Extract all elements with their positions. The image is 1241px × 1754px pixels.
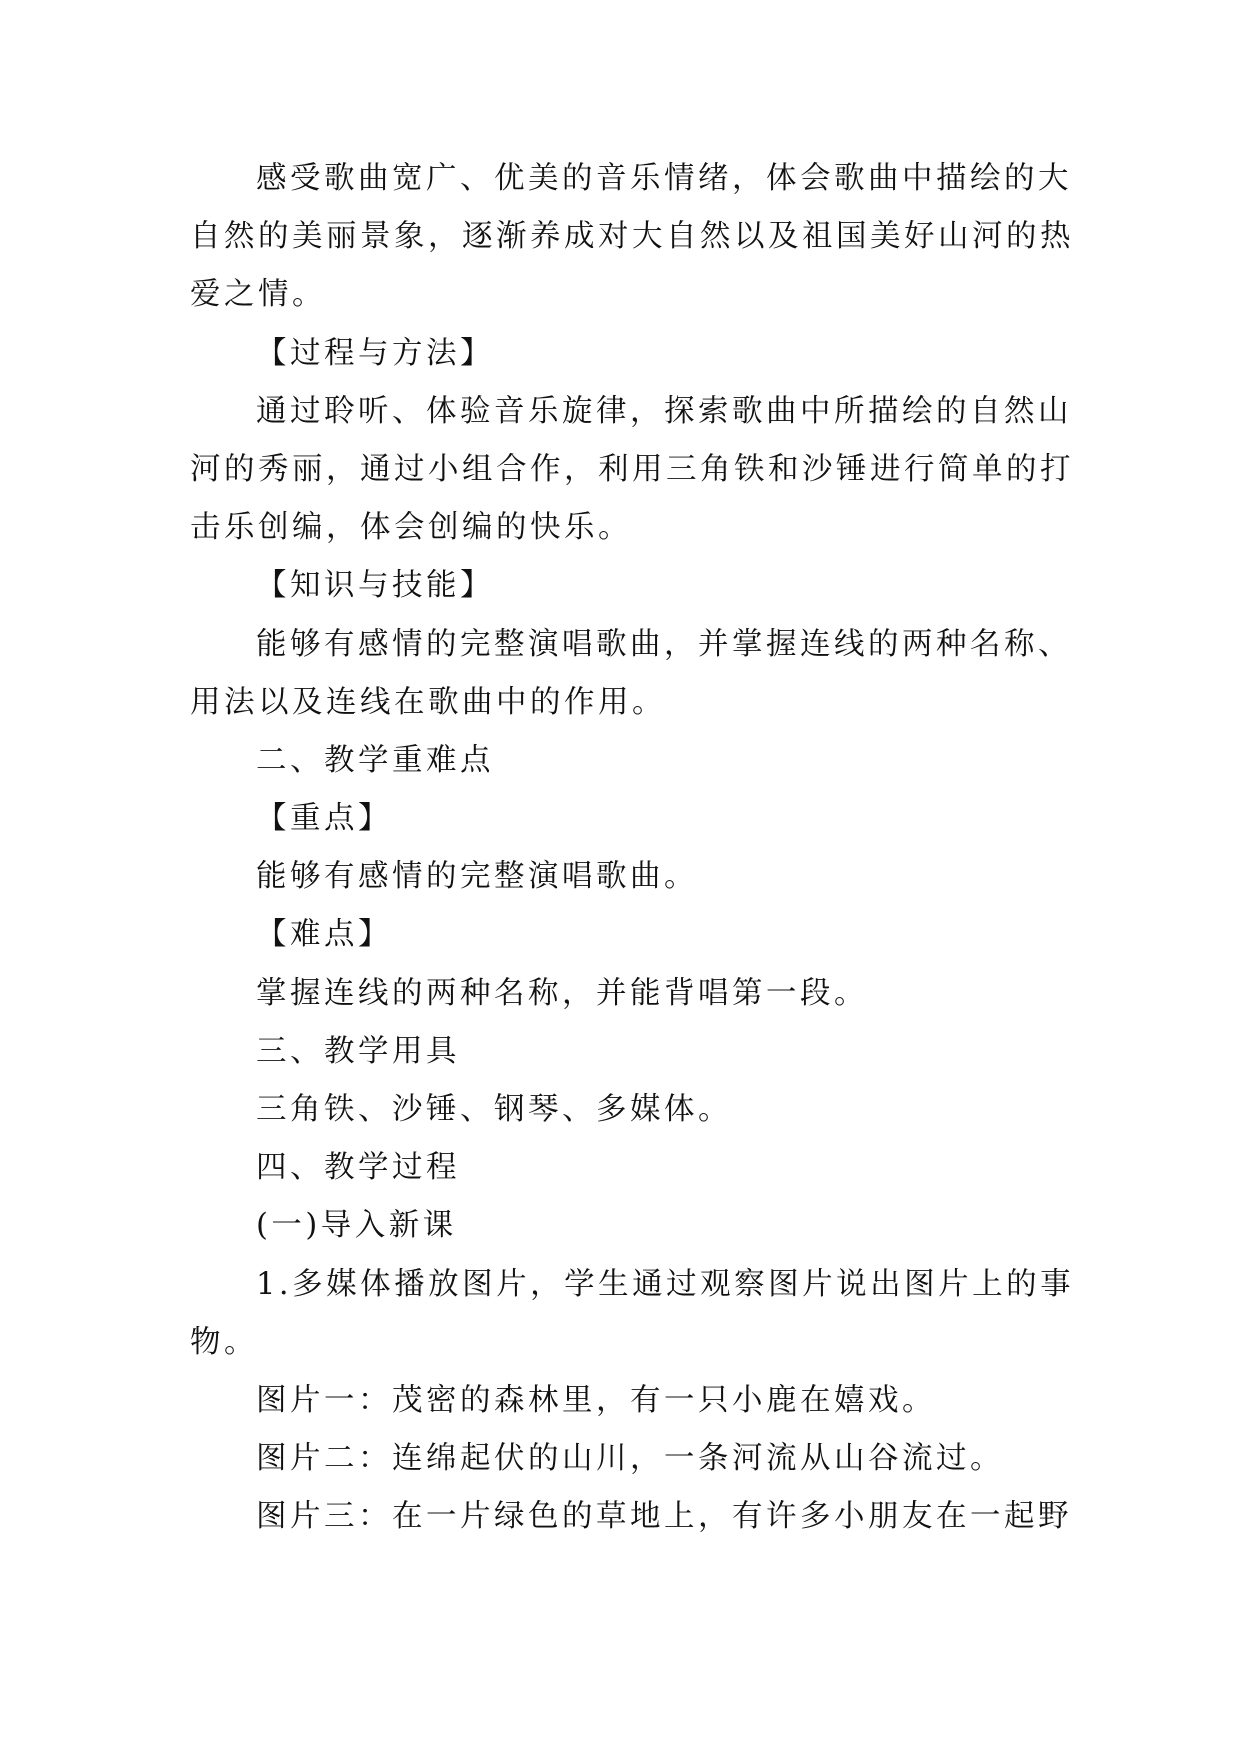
paragraph-line: 图片一：茂密的森林里，有一只小鹿在嬉戏。 — [256, 1382, 936, 1418]
paragraph-line: 能够有感情的完整演唱歌曲，并掌握连线的两种名称、 — [256, 626, 1072, 662]
section-heading: 三、教学用具 — [256, 1033, 460, 1069]
section-heading: 四、教学过程 — [256, 1150, 460, 1186]
paragraph-line: 掌握连线的两种名称，并能背唱第一段。 — [256, 975, 868, 1011]
section-heading: 【重点】 — [256, 801, 392, 837]
document-body — [190, 150, 1075, 1547]
paragraph-line: 爱之情。 — [190, 277, 326, 313]
paragraph-line: 自然的美丽景象，逐渐养成对大自然以及祖国美好山河的热 — [190, 219, 1074, 255]
section-heading: 【过程与方法】 — [256, 335, 494, 371]
paragraph-line: 用法以及连线在歌曲中的作用。 — [190, 684, 666, 720]
paragraph-line: 感受歌曲宽广、优美的音乐情绪，体会歌曲中描绘的大 — [256, 161, 1072, 196]
section-heading: 二、教学重难点 — [256, 742, 494, 778]
paragraph-line: 河的秀丽，通过小组合作，利用三角铁和沙锤进行简单的打 — [190, 451, 1074, 487]
paragraph-line: 击乐创编，体会创编的快乐。 — [190, 510, 632, 546]
paragraph-line: 图片二：连绵起伏的山川，一条河流从山谷流过。 — [256, 1441, 1004, 1477]
paragraph-line: 物。 — [190, 1324, 258, 1360]
paragraph-line: 三角铁、沙锤、钢琴、多媒体。 — [256, 1092, 732, 1127]
section-heading: (一)导入新课 — [256, 1208, 457, 1244]
section-heading: 【知识与技能】 — [256, 568, 494, 604]
paragraph-line: 图片三：在一片绿色的草地上，有许多小朋友在一起野 — [256, 1499, 1072, 1535]
section-heading: 【难点】 — [256, 917, 392, 953]
paragraph-line: 1.多媒体播放图片，学生通过观察图片说出图片上的事 — [256, 1266, 1075, 1302]
paragraph-line: 能够有感情的完整演唱歌曲。 — [256, 859, 698, 895]
paragraph-line: 通过聆听、体验音乐旋律，探索歌曲中所描绘的自然山 — [256, 393, 1072, 429]
